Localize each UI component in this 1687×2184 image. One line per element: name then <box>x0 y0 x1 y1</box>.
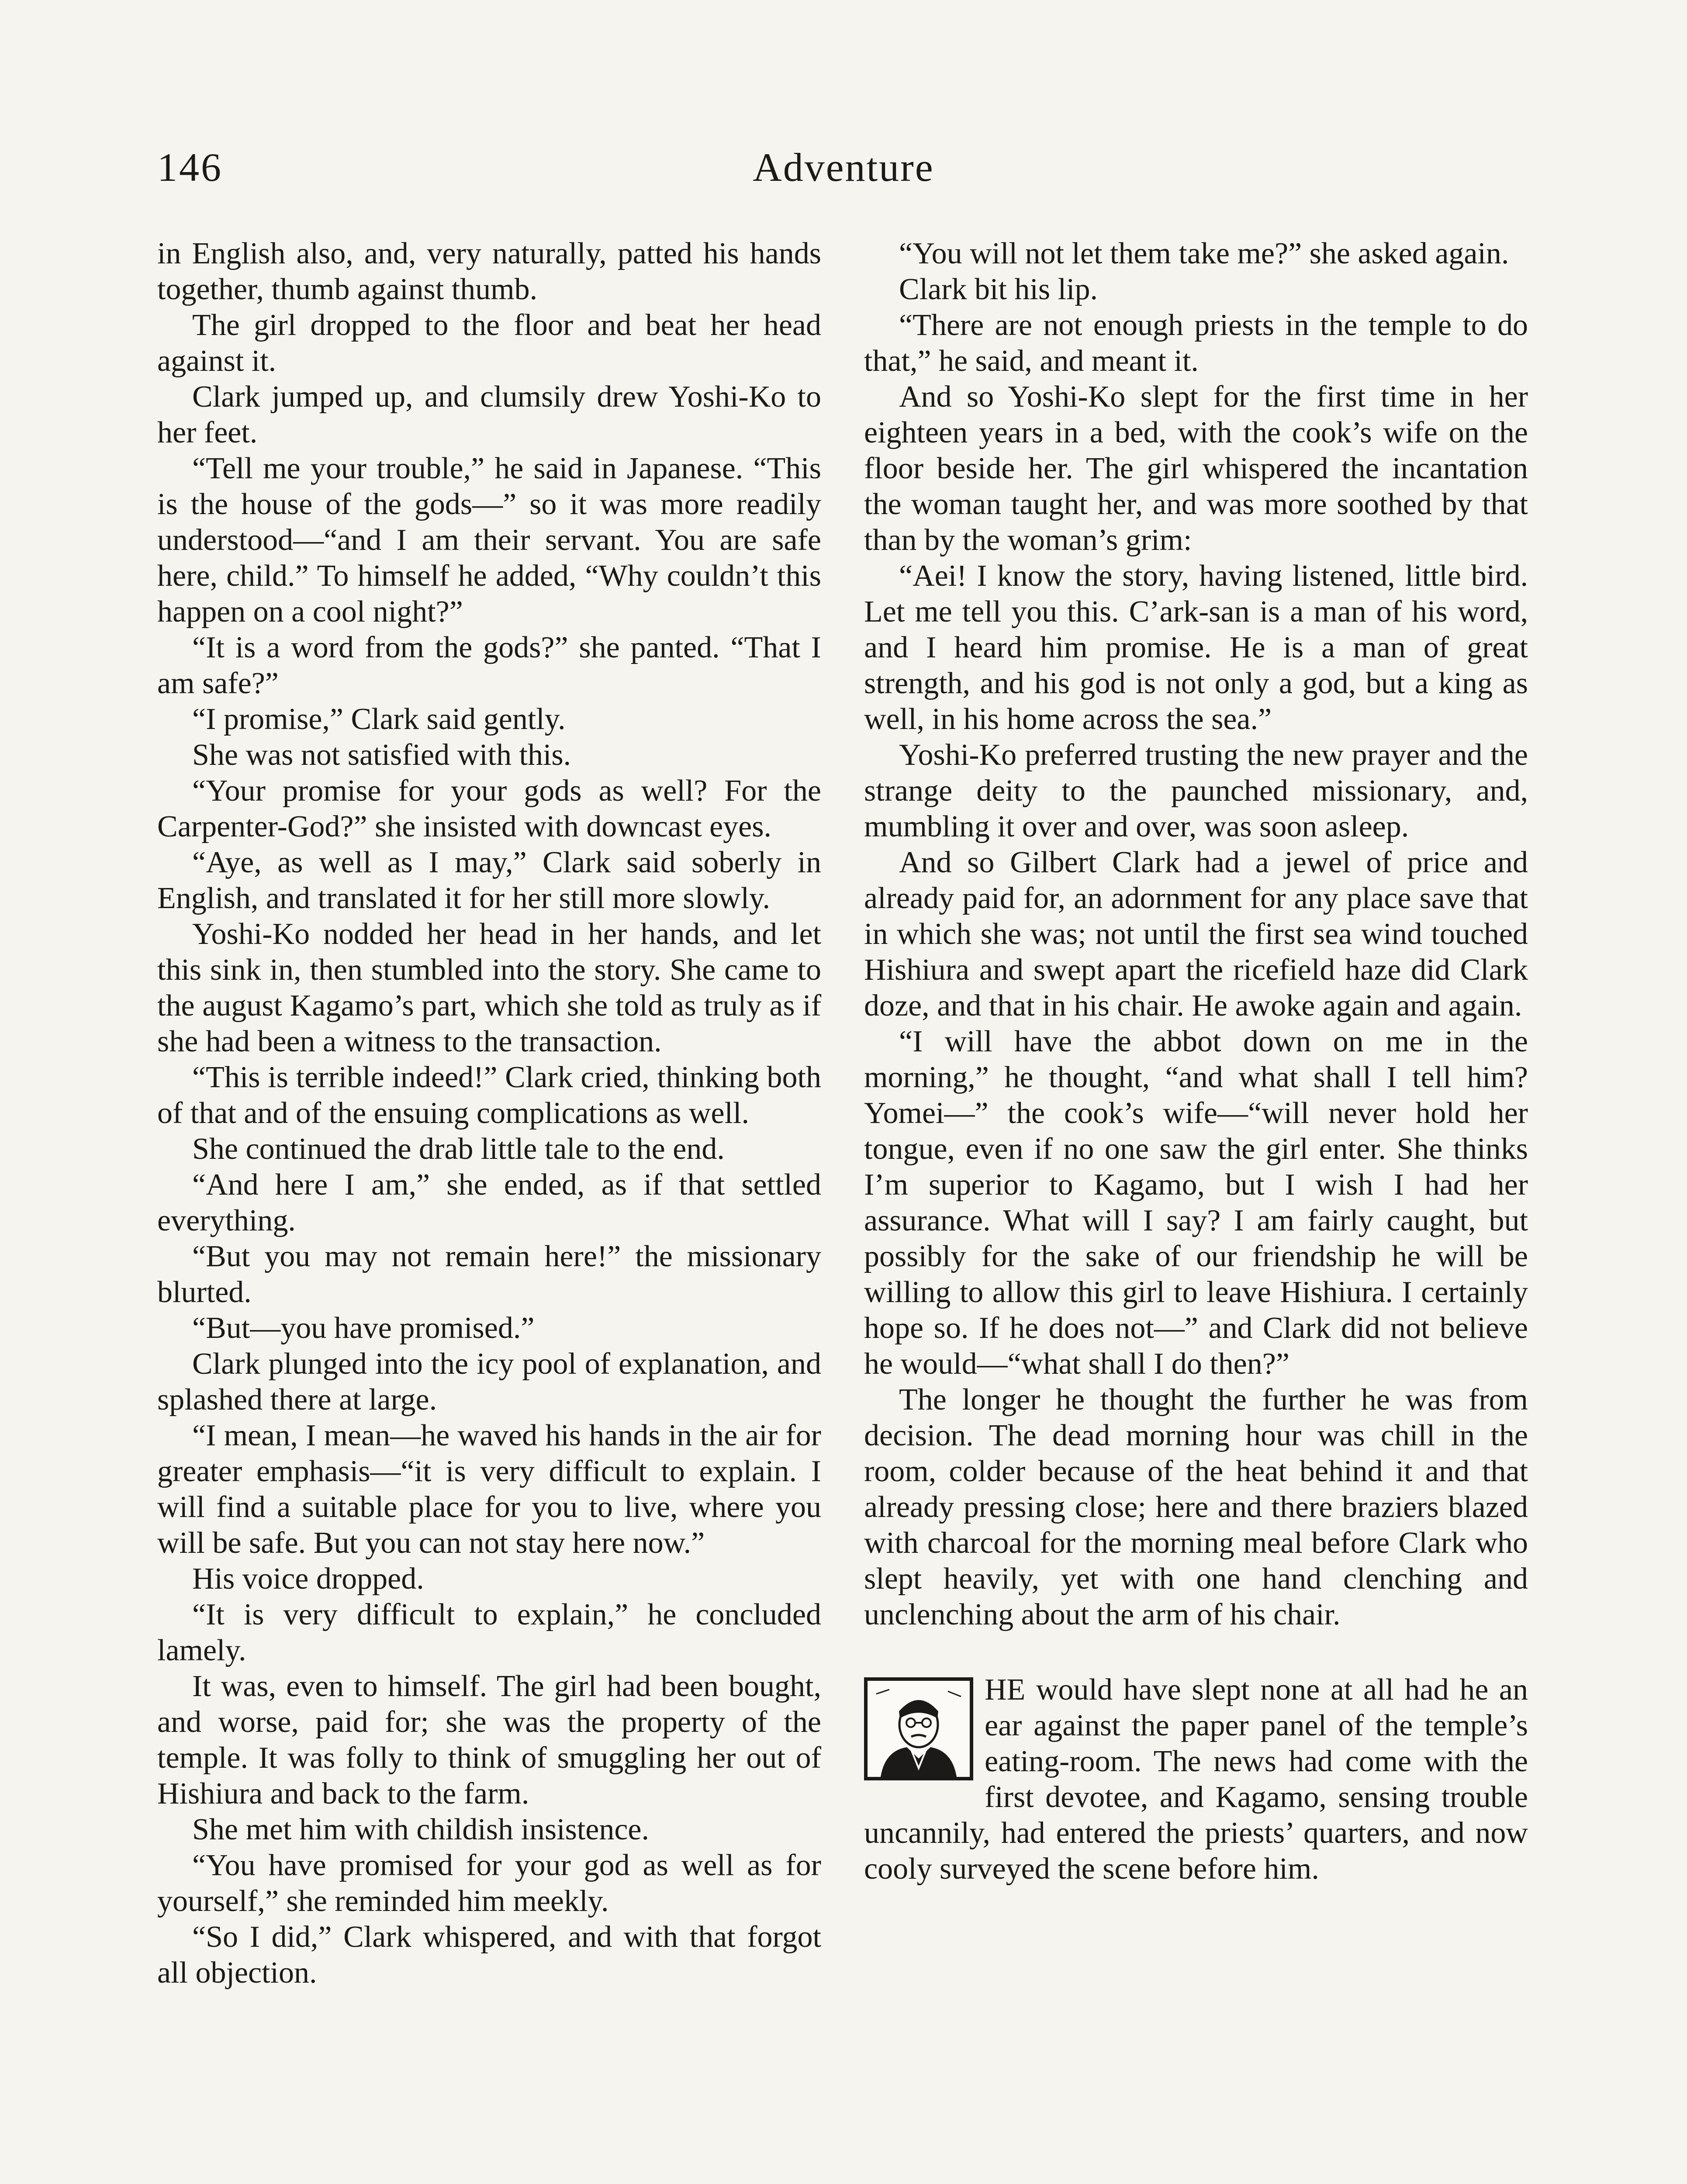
paragraph: She continued the drab little tale to the end. <box>192 1132 725 1166</box>
paragraph: It was, even to himself. The girl had been bought, and worse, paid for; she was the property of the temple. It was folly to think of smuggling her out of Hishiura and back to the farm. <box>157 1669 821 1811</box>
paragraph: “I mean, I mean—he waved his hands in the air for greater emphasis—“it is very difficult to explain. I will find a suitable place for you to live, where you will be safe. But you can not stay here now.” <box>157 1419 821 1560</box>
paragraph: And so Yoshi-Ko slept for the first time in her eighteen years in a bed, with the cook’s wife on the floor beside her. The girl whispered the incantation the woman taught her, and was more soothed by that than by the woman’s grim: <box>864 380 1528 557</box>
paragraph: “It is very difficult to explain,” he concluded lamely. <box>157 1598 821 1667</box>
paragraph: “But—you have promised.” <box>192 1311 535 1345</box>
paragraph: “Aye, as well as I may,” Clark said soberly in English, and translated it for her still more slowly. <box>157 846 821 915</box>
paragraph: “I promise,” Clark said gently. <box>192 702 566 736</box>
paragraph: And so Gilbert Clark had a jewel of price and already paid for, an adornment for any place save that in which she was; not until the first sea wind touched Hishiura and swept apart the ricefield haze did Clark doze, and that in his chair. He awoke again and again. <box>864 846 1528 1023</box>
section-break <box>864 1633 1528 1672</box>
paragraph: “And here I am,” she ended, as if that settled everything. <box>157 1168 821 1237</box>
drop-cap-paragraph: HE would have slept none at all had he an ear against the paper panel of the temple’s eating-room. The news had come with the first devotee, and Kagamo, sensing trouble uncannily, had entered the priests’ quarters, and now cooly surveyed the scene before him. <box>864 1673 1528 1886</box>
paragraph: “But you may not remain here!” the missionary blurted. <box>157 1240 821 1309</box>
paragraph: His voice dropped. <box>192 1562 424 1596</box>
paragraph: “It is a word from the gods?” she panted. “That I am safe?” <box>157 631 821 700</box>
paragraph: “You have promised for your god as well as for yourself,” she reminded him meekly. <box>157 1849 821 1918</box>
paragraph: “Your promise for your gods as well? For the Carpenter-God?” she insisted with downcast eyes. <box>157 774 821 843</box>
paragraph: Clark bit his lip. <box>899 273 1098 306</box>
portrait-figure-icon <box>868 1681 970 1777</box>
paragraph: Yoshi-Ko preferred trusting the new prayer and the strange deity to the paunched missionary, and, mumbling it over and over, was soon asleep. <box>864 738 1528 843</box>
portrait-illustration-icon <box>864 1677 973 1780</box>
paragraph: “Tell me your trouble,” he said in Japanese. “This is the house of the gods—” so it was more readily understood—“and I am their servant. You are safe here, child.” To himself he added, “Why couldn’t this happen on a cool night?” <box>157 452 821 629</box>
paragraph: She met him with childish insistence. <box>192 1813 650 1846</box>
paragraph: Clark jumped up, and clumsily drew Yoshi-Ko to her feet. <box>157 380 821 449</box>
paragraph: Clark plunged into the icy pool of explanation, and splashed there at large. <box>157 1347 821 1417</box>
page-number: 146 <box>157 145 223 190</box>
paragraph: in English also, and, very naturally, patted his hands together, thumb against thumb. <box>157 237 821 306</box>
paragraph: She was not satisfied with this. <box>192 738 571 772</box>
left-column <box>157 236 821 1991</box>
section-opening <box>864 1672 1528 1887</box>
paragraph: “You will not let them take me?” she asked again. <box>899 237 1509 270</box>
paragraph: Yoshi-Ko nodded her head in her hands, and let this sink in, then stumbled into the story. She came to the august Kagamo’s part, which she told as truly as if she had been a witness to the transaction. <box>157 917 821 1058</box>
paragraph: “Aei! I know the story, having listened, little bird. Let me tell you this. C’ark-san is a man of his word, and I heard him promise. He is a man of great strength, and his god is not only a god, but a king as well, in his home across the sea.” <box>864 559 1528 736</box>
paragraph: “This is terrible indeed!” Clark cried, thinking both of that and of the ensuing complications as well. <box>157 1061 821 1130</box>
running-head-title: Adventure <box>753 145 934 190</box>
paragraph: “I will have the abbot down on me in the morning,” he thought, “and what shall I tell him? Yomei—” the cook’s wife—“will never hold her tongue, even if no one saw the girl enter. She thinks I’m superior to Kagamo, but I wish I had her assurance. What will I say? I am fairly caught, but possibly for the sake of our friendship he will be willing to allow this girl to leave Hishiura. I certainly hope so. If he does not—” and Clark did not believe he would—“what shall I do then?” <box>864 1025 1528 1381</box>
paragraph: “So I did,” Clark whispered, and with that forgot all objection. <box>157 1920 821 1990</box>
paragraph: “There are not enough priests in the temple to do that,” he said, and meant it. <box>864 308 1528 378</box>
paragraph: The longer he thought the further he was from decision. The dead morning hour was chill in the room, colder because of the heat behind it and that already pressing close; here and there braziers blazed with charcoal for the morning meal before Clark who slept heavily, yet with one hand clenching and unclenching about the arm of his chair. <box>864 1383 1528 1631</box>
paragraph: The girl dropped to the floor and beat her head against it. <box>157 308 821 378</box>
right-column <box>864 236 1528 1887</box>
